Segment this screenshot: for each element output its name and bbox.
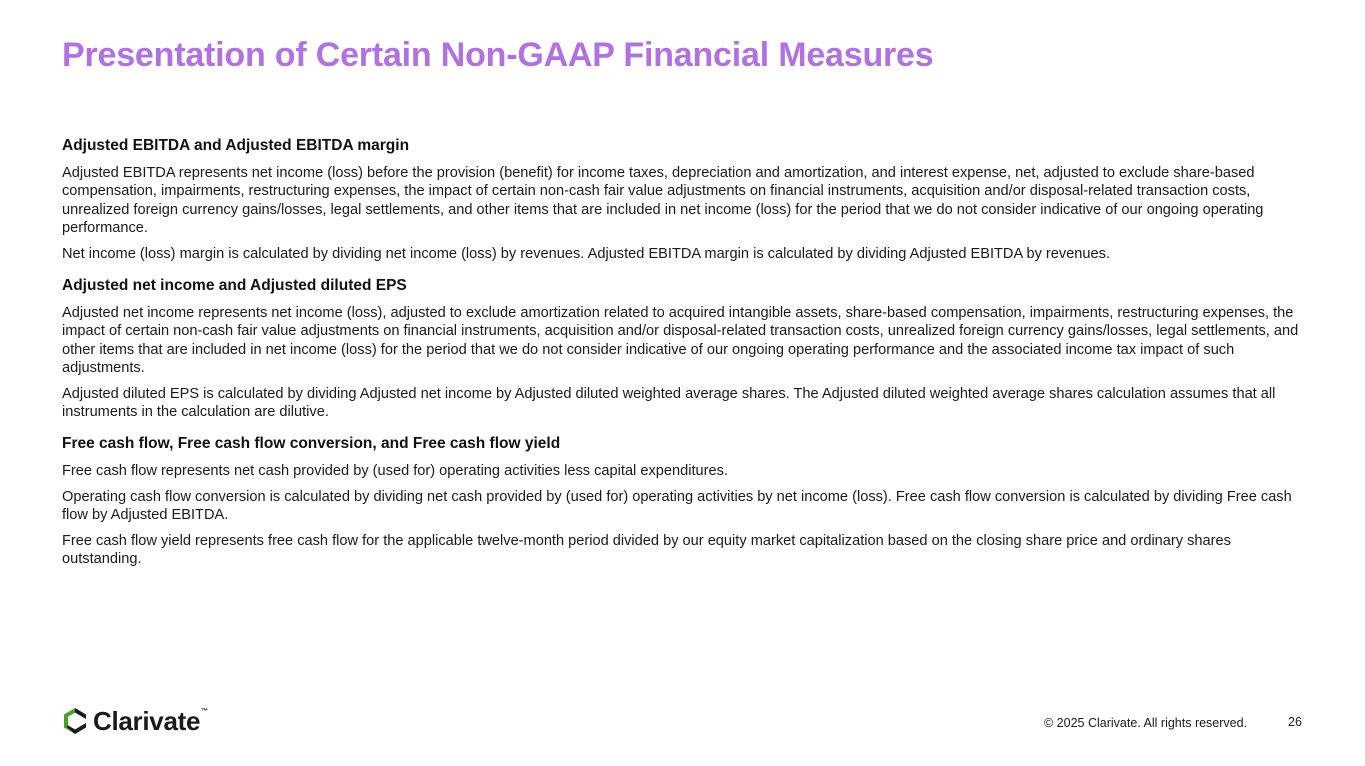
clarivate-logo [62, 705, 208, 737]
copyright-notice: © 2025 Clarivate. All rights reserved. [1044, 716, 1248, 730]
page-number: 26 [1288, 715, 1302, 729]
clarivate-logo-icon [62, 706, 88, 736]
section-heading: Adjusted EBITDA and Adjusted EBITDA margin [62, 137, 410, 154]
paragraph: Adjusted diluted EPS is calculated by dividing Adjusted net income by Adjusted diluted weighted average shares. The Adjusted diluted weighted average shares calculation assumes that all instruments in the calculation are dilutive. [62, 385, 1276, 421]
section-heading: Adjusted net income and Adjusted diluted EPS [62, 277, 407, 295]
paragraph: Net income (loss) margin is calculated by dividing net income (loss) by revenues. Adjusted EBITDA margin is calculated by dividing Adjusted EBITDA by revenues. [62, 245, 1111, 262]
logo-wordmark: Clarivate [93, 705, 201, 736]
paragraph: Operating cash flow conversion is calculated by dividing net cash provided by (used for) operating activities by net income (loss). Free cash flow conversion is calculated by dividing Free cash flow by Adjusted EBITDA. [62, 488, 1292, 524]
section-adjusted-net-income [62, 276, 1302, 421]
paragraph: Free cash flow yield represents free cash flow for the applicable twelve-month period divided by our equity market capitalization based on the closing share price and ordinary shares outstanding. [62, 532, 1231, 568]
section-heading: Free cash flow, Free cash flow conversion, and Free cash flow yield [62, 435, 561, 453]
content-body [62, 136, 1302, 582]
paragraph: Free cash flow represents net cash provided by (used for) operating activities less capital expenditures. [62, 463, 728, 480]
logo-trademark: ™ [201, 708, 209, 715]
section-free-cash-flow [62, 434, 1302, 568]
page-title: Presentation of Certain Non-GAAP Financial Measures [62, 36, 934, 74]
paragraph: Adjusted net income represents net income (loss), adjusted to exclude amortization related to acquired intangible assets, share-based compensation, impairments, restructuring expenses, the impact of certain non-cash fair value adjustments on financial instruments, acquisition and/or disposal-related transaction costs, unrealized foreign currency gains/losses, legal settlements, and other items that are included in net income (loss) for the period that we do not consider indicative of our ongoing operating performance and the associated income tax impact of such adjustments. [62, 305, 1299, 377]
section-adjusted-ebitda [62, 136, 1302, 263]
paragraph: Adjusted EBITDA represents net income (loss) before the provision (benefit) for income taxes, depreciation and amortization, and interest expense, net, adjusted to exclude share-based compensation, impairments, restructuring expenses, the impact of certain non-cash fair value adjustments on financial instruments, acquisition and/or disposal-related transaction costs, unrealized foreign currency gains/losses, legal settlements, and other items that are included in net income (loss) for the period that we do not consider indicative of our ongoing operating performance. [62, 165, 1264, 237]
